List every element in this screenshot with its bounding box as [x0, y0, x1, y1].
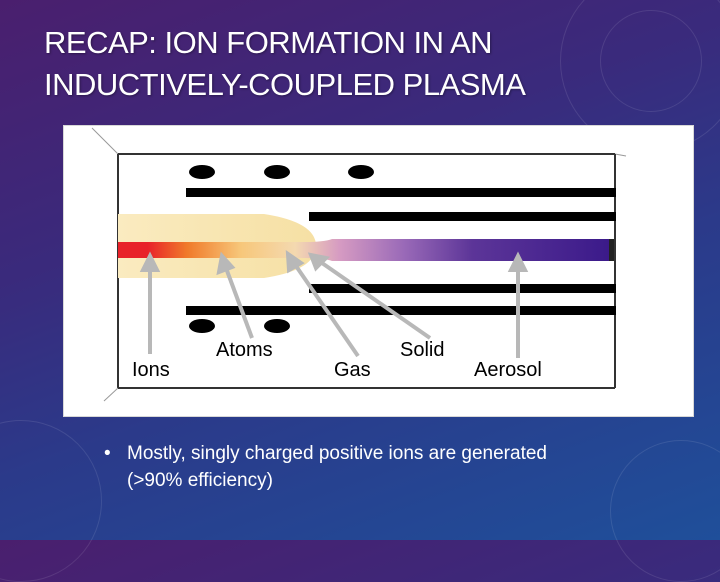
injector-tip: [609, 239, 614, 261]
slide-title-line-1: RECAP: ION FORMATION IN AN: [44, 25, 493, 60]
bullet-marker: •: [104, 443, 111, 464]
label-solid: Solid: [400, 339, 445, 361]
intermediate-tube-top: [309, 212, 616, 221]
label-ions: Ions: [132, 359, 170, 381]
label-aerosol: Aerosol: [474, 359, 542, 381]
coil-section: [189, 319, 215, 333]
arrow-atoms: [226, 268, 252, 338]
icp-diagram: [64, 126, 693, 416]
label-atoms: Atoms: [216, 339, 273, 361]
background-decoration: [0, 420, 102, 582]
coil-section: [189, 165, 215, 179]
coil-section: [348, 165, 374, 179]
bullet-text: Mostly, singly charged positive ions are generated (>90% efficiency): [127, 443, 547, 491]
sample-channel: [118, 239, 610, 261]
bullet-point: [104, 440, 564, 494]
coil-section: [264, 165, 290, 179]
torch-outline-bottom: [104, 388, 118, 401]
icp-diagram-svg: [64, 126, 693, 416]
slide-title-line-2: INDUCTIVELY-COUPLED PLASMA: [44, 67, 526, 102]
background-decoration: [610, 440, 720, 582]
outer-tube-top: [186, 188, 616, 197]
torch-outline-right: [615, 154, 626, 156]
label-gas: Gas: [334, 359, 371, 381]
coil-section: [264, 319, 290, 333]
slide-title: [44, 22, 664, 106]
torch-outline-top: [92, 128, 118, 154]
outer-tube-bottom: [186, 306, 616, 315]
